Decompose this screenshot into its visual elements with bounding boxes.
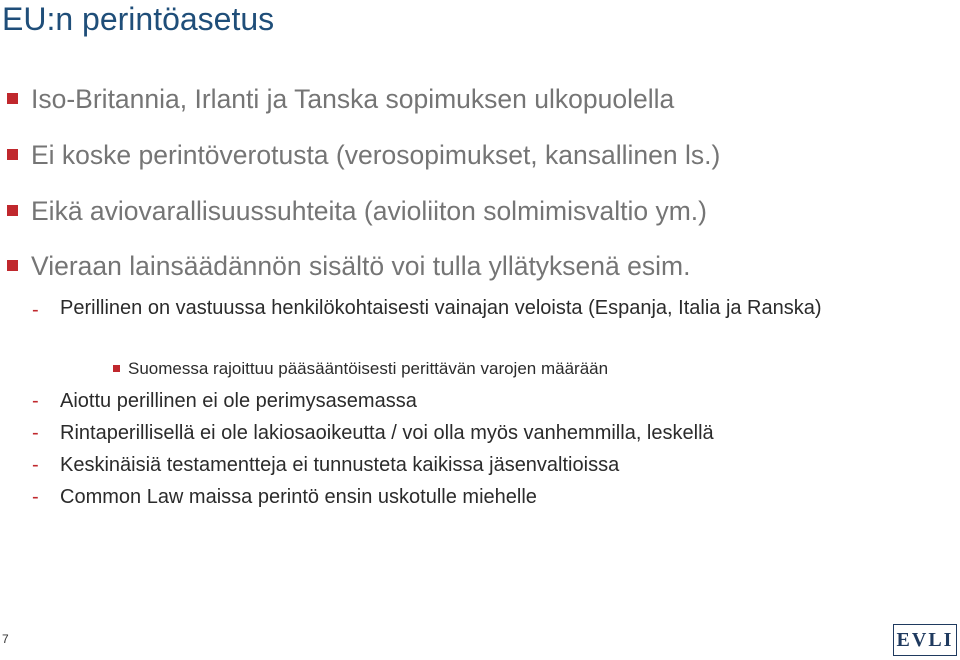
square-bullet-icon	[7, 149, 18, 160]
small-square-bullet-icon	[113, 365, 120, 372]
sub-bullet-text: Aiottu perillinen ei ole perimysasemassa	[60, 390, 417, 412]
square-bullet-icon	[7, 205, 18, 216]
square-bullet-icon	[7, 260, 18, 271]
sub-sub-bullet-text: Suomessa rajoittuu pääsääntöisesti perittävän varojen määrään	[128, 359, 609, 378]
bullet-text: Ei koske perintöverotusta (verosopimukset, kansallinen ls.)	[31, 140, 721, 170]
evli-logo: EVLI	[893, 624, 957, 656]
bullet-text: Eikä aviovarallisuussuhteita (avioliiton solmimisvaltio ym.)	[31, 196, 707, 226]
dash-bullet-icon: -	[32, 454, 39, 476]
sub-bullet-text: Rintaperillisellä ei ole lakiosaoikeutta / voi olla myös vanhemmilla, leskellä	[60, 422, 714, 444]
bullet-text: Iso-Britannia, Irlanti ja Tanska sopimuksen ulkopuolella	[31, 84, 675, 114]
page-number: 7	[2, 632, 9, 646]
bullet-text: Vieraan lainsäädännön sisältö voi tulla yllätyksenä esim.	[31, 251, 691, 281]
sub-bullet-text: Common Law maissa perintö ensin uskotulle miehelle	[60, 486, 537, 508]
square-bullet-icon	[7, 93, 18, 104]
dash-bullet-icon: -	[32, 486, 39, 508]
slide-title: EU:n perintöasetus	[2, 1, 275, 37]
dash-bullet-icon: -	[32, 390, 39, 412]
sub-bullet-text: Perillinen on vastuussa henkilökohtaisesti vainajan veloista (Espanja, Italia ja Ranska)	[60, 297, 822, 319]
dash-bullet-icon: -	[32, 422, 39, 444]
sub-bullet-text: Keskinäisiä testamentteja ei tunnusteta kaikissa jäsenvaltioissa	[60, 454, 620, 476]
dash-bullet-icon: -	[32, 299, 39, 321]
